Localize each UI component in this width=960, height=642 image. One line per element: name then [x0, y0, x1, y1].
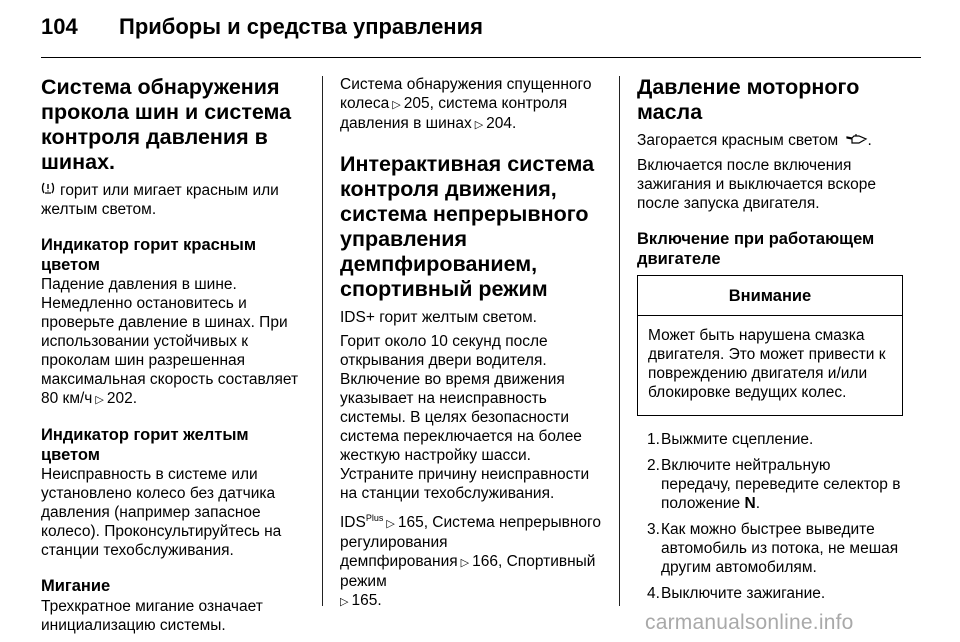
cross-reference-arrow-icon: ▷	[95, 393, 104, 406]
cross-reference-arrow-icon: ▷	[474, 118, 484, 131]
section-title: Система обнаружения прокола шин и система контроля давления в шинах.	[41, 75, 292, 174]
page-title: Приборы и средства управления	[119, 14, 483, 39]
column-2	[340, 75, 607, 611]
section-title: Интерактивная система контроля движения, система непрерывного управления демпфированием, спортивный режим	[340, 152, 595, 301]
paragraph: Падение давления в шине. Немедленно остановитесь и проверьте давление в шинах. При использовании устойчивых к проколам шин разрешенная максимальная скорость составляет 80 км/ч ▷ 202.	[41, 276, 299, 407]
cross-reference-arrow-icon: ▷	[392, 98, 401, 111]
warning-title: Внимание	[638, 276, 902, 316]
page-number: 104	[41, 14, 78, 39]
section-title: Давление моторного масла	[637, 75, 860, 124]
paragraph: Включается после включения зажигания и выключается вскоре после запуска двигателя.	[637, 157, 877, 212]
oil-can-icon	[846, 131, 868, 150]
cross-reference-arrow-icon: ▷	[340, 595, 349, 609]
section-heading: Включение при работающем двигателе	[637, 230, 875, 268]
list-item: 4. Выключите зажигание.	[647, 585, 826, 602]
watermark: carmanualsonline.info	[645, 611, 854, 634]
paragraph: $IDS^{Plus}$ ▷ 165, Система непрерывного регулирования демпфирования ▷ 166, Спортивный режим ▷ 165.	[340, 513, 601, 610]
section-heading: Мигание	[41, 577, 111, 595]
cross-reference-arrow-icon: ▷	[386, 517, 395, 531]
page-header	[41, 14, 483, 40]
column-1	[41, 75, 309, 635]
tire-pressure-icon	[41, 181, 55, 200]
paragraph: Неисправность в системе или установлено колесо без датчика давления (например запасное колесо). Проконсультируйтесь на станции техобслуживания.	[41, 466, 282, 559]
section-heading: Индикатор горит красным цветом	[41, 236, 257, 274]
column-divider	[322, 76, 323, 606]
warning-text: Может быть нарушена смазка двигателя. Это может привести к повреждению двигателя и/или блокировке ведущих колес.	[648, 327, 886, 401]
paragraph: IDS+ горит желтым светом.	[340, 309, 537, 326]
list-item: 3. Как можно быстрее выведите автомобиль из потока, не мешая другим автомобилям.	[647, 521, 899, 576]
paragraph: Горит около 10 секунд после открывания двери водителя. Включение во время движения указывает на неисправность системы. В целях безопасности система переключается на более жесткую настройку шасси. Устраните причину неисправности на станции техобслуживания.	[340, 333, 590, 502]
list-item: 1. Выжмите сцепление.	[647, 431, 814, 448]
column-divider	[619, 76, 620, 606]
tpms-intro: горит или мигает красным или желтым светом.	[41, 182, 279, 218]
warning-box	[637, 275, 903, 416]
header-rule	[41, 57, 921, 58]
paragraph: Трехкратное мигание означает инициализацию системы.	[41, 597, 263, 634]
cross-reference-arrow-icon: ▷	[460, 556, 470, 570]
paragraph: Система обнаружения спущенного колеса ▷ 205, система контроля давления в шинах ▷ 204.	[340, 76, 592, 132]
paragraph: Загорается красным светом .	[637, 132, 872, 149]
section-heading: Индикатор горит желтым цветом	[41, 426, 249, 464]
steps-list	[637, 430, 903, 603]
list-item: 2. Включите нейтральную передачу, переведите селектор в положение N.	[647, 457, 901, 512]
column-3	[637, 75, 903, 610]
